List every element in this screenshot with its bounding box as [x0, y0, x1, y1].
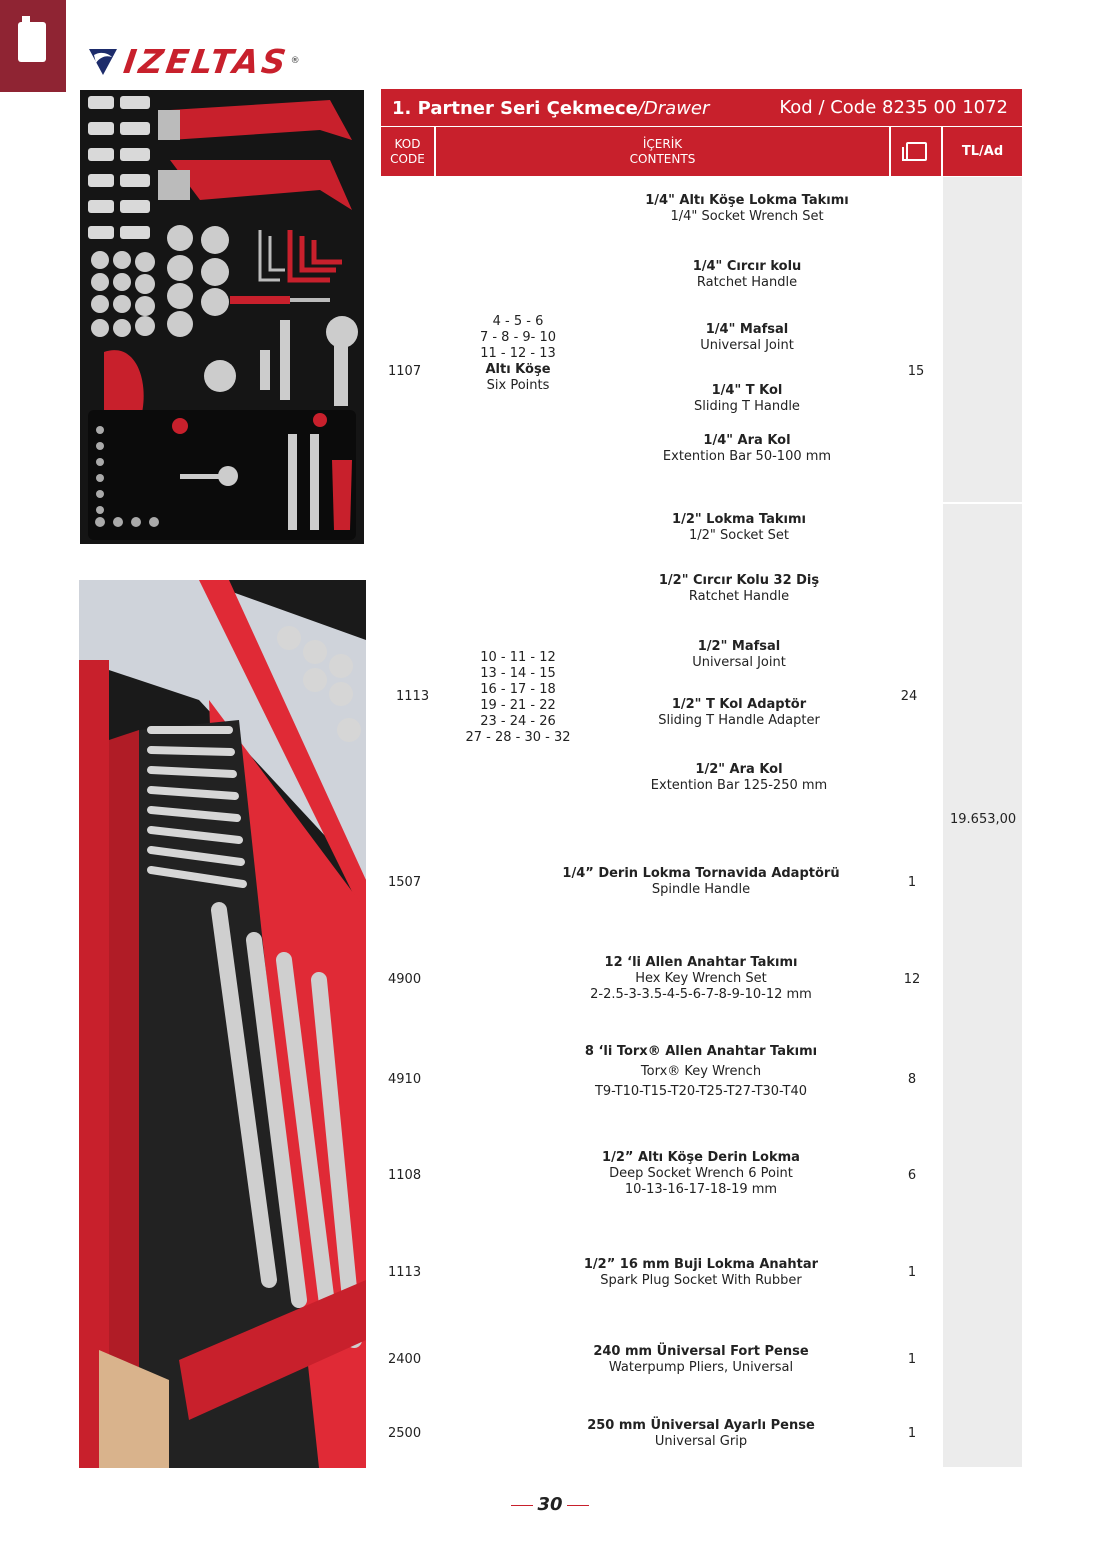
- item-desc: 1/4" T Kol Sliding T Handle: [694, 383, 800, 414]
- item-desc: 1/4" Cırcır kolu Ratchet Handle: [692, 259, 802, 290]
- size-line: 23 - 24 - 26: [480, 714, 556, 729]
- section-tab: [0, 0, 66, 92]
- logo-text: IZELTAS: [121, 41, 292, 81]
- col-code-en: CODE: [390, 151, 425, 166]
- size-line: 19 - 21 - 22: [480, 698, 556, 713]
- set-price: 19.653,00: [950, 812, 1017, 827]
- row-code: 1107: [388, 364, 422, 379]
- item-desc: 8 ‘li Torx® Allen Anahtar Takımı Torx® Key Wrench T9-T10-T15-T20-T25-T27-T30-T40: [584, 1044, 818, 1099]
- row-sizes: [460, 650, 576, 746]
- row-code: 4900: [388, 972, 422, 987]
- item-desc: 1/4" Altı Köşe Lokma Takımı 1/4" Socket Wrench Set: [645, 193, 849, 224]
- col-code-tr: KOD: [394, 136, 421, 151]
- size-line: 11 - 12 - 13: [480, 346, 556, 361]
- row-qty: 24: [900, 689, 918, 704]
- size-type: Altı Köşe: [485, 362, 551, 377]
- item-desc: 240 mm Üniversal Fort Pense Waterpump Pliers, Universal: [593, 1344, 809, 1375]
- item-desc: 1/2” Altı Köşe Derin Lokma Deep Socket Wrench 6 Point 10-13-16-17-18-19 mm: [602, 1150, 800, 1197]
- size-line: 10 - 11 - 12: [480, 650, 556, 665]
- logo-mark-icon: [86, 45, 120, 77]
- row-code: 4910: [388, 1072, 422, 1087]
- table-title-bar: [381, 89, 1022, 126]
- size-line: 4 - 5 - 6: [492, 314, 544, 329]
- open-drawer-photo: [79, 580, 366, 1468]
- col-header-quantity: [891, 127, 941, 176]
- copy-icon: [906, 142, 927, 161]
- drawer-tray-photo: [80, 90, 364, 544]
- registered-mark: ®: [290, 56, 300, 66]
- row-qty: 1: [907, 1265, 917, 1280]
- col-header-code: [381, 127, 434, 176]
- item-desc: 1/4" Ara Kol Extention Bar 50-100 mm: [662, 433, 832, 464]
- row-sizes: [460, 314, 576, 394]
- size-line: 27 - 28 - 30 - 32: [465, 730, 571, 745]
- item-desc: 12 ‘li Allen Anahtar Takımı Hex Key Wrench Set 2-2.5-3-3.5-4-5-6-7-8-9-10-12 mm: [590, 955, 812, 1002]
- row-code: 2400: [388, 1352, 422, 1367]
- set-code: Kod / Code 8235 00 1072: [779, 97, 1008, 118]
- col-header-price: TL/Ad: [943, 127, 1022, 176]
- item-desc: 1/2" Cırcır Kolu 32 Diş Ratchet Handle: [658, 573, 820, 604]
- row-qty: 1: [907, 875, 917, 890]
- row-qty: 1: [907, 1426, 917, 1441]
- row-code: 1507: [388, 875, 422, 890]
- title-sub: /Drawer: [637, 98, 710, 119]
- col-contents-en: CONTENTS: [629, 151, 696, 166]
- table-title: [392, 98, 709, 119]
- row-code: 1113: [396, 689, 430, 704]
- col-header-contents: [436, 127, 889, 176]
- item-desc: 1/2” 16 mm Buji Lokma Anahtar Spark Plug Socket With Rubber: [583, 1257, 819, 1288]
- row-code: 1113: [388, 1265, 422, 1280]
- row-qty: 6: [907, 1168, 917, 1183]
- item-desc: 1/4" Mafsal Universal Joint: [700, 322, 794, 353]
- item-desc: 250 mm Üniversal Ayarlı Pense Universal Grip: [587, 1418, 815, 1449]
- row-qty: 12: [903, 972, 921, 987]
- row-code: 1108: [388, 1168, 422, 1183]
- item-desc: 1/2" Lokma Takımı 1/2" Socket Set: [672, 512, 806, 543]
- row-qty: 15: [907, 364, 925, 379]
- item-desc: 1/2" Mafsal Universal Joint: [692, 639, 786, 670]
- brand-logo: [86, 41, 300, 81]
- item-desc: 1/2" T Kol Adaptör Sliding T Handle Adapter: [658, 697, 820, 728]
- item-desc: 1/4” Derin Lokma Tornavida Adaptörü Spindle Handle: [562, 866, 840, 897]
- size-line: 13 - 14 - 15: [480, 666, 556, 681]
- col-contents-tr: İÇERİK: [642, 136, 683, 151]
- size-line: 16 - 17 - 18: [480, 682, 556, 697]
- size-type-en: Six Points: [486, 378, 550, 393]
- tool-cabinet-icon: [18, 22, 46, 62]
- item-desc: 1/2" Ara Kol Extention Bar 125-250 mm: [650, 762, 828, 793]
- size-line: 7 - 8 - 9- 10: [479, 330, 557, 345]
- page-number: 30: [500, 1494, 600, 1515]
- row-code: 2500: [388, 1426, 422, 1441]
- row-qty: 8: [907, 1072, 917, 1087]
- row-qty: 1: [907, 1352, 917, 1367]
- title-main: 1. Partner Seri Çekmece: [392, 98, 638, 119]
